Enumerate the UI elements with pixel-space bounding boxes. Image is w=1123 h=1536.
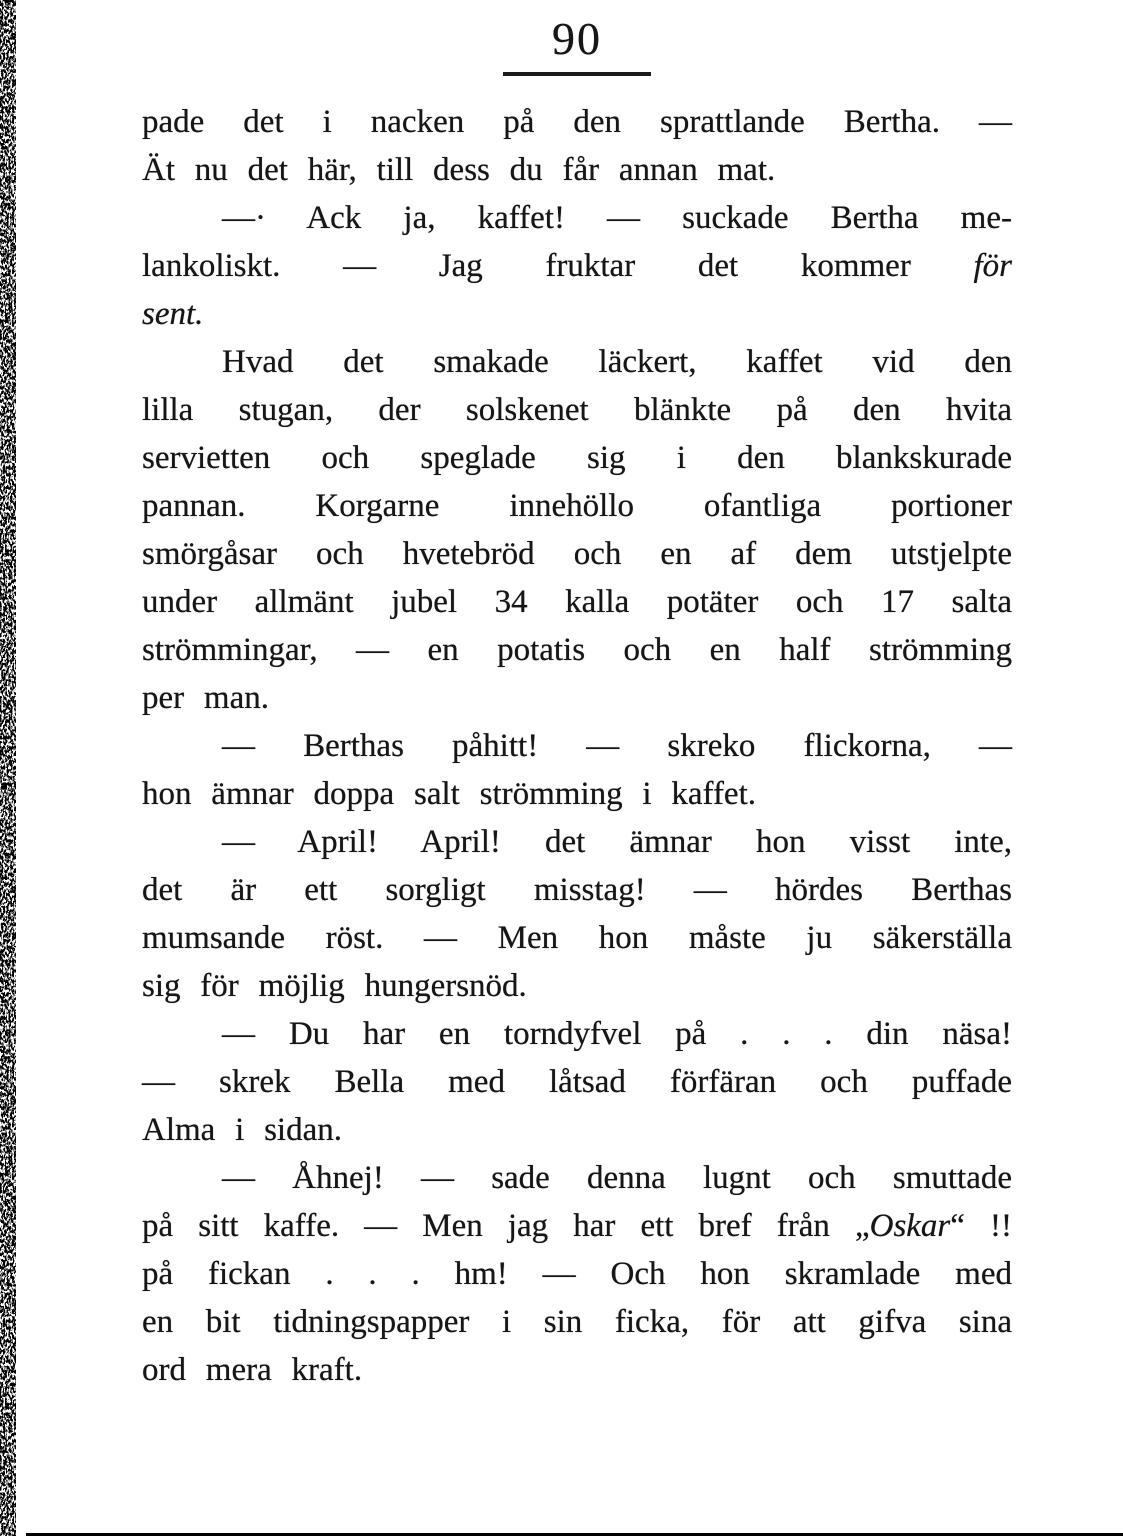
text-line: sig för möjlig hungersnöd.	[142, 968, 527, 1004]
text-line: —· Ack ja, kaffet! — suckade Bertha me-	[222, 200, 1012, 236]
text-line: på sitt kaffe. — Men jag har ett bref från „Oskar“ !!	[142, 1208, 1012, 1244]
text-line: lankoliskt. — Jag fruktar det kommer för	[142, 248, 1012, 284]
text-line: på fickan . . . hm! — Och hon skramlade med	[142, 1256, 1012, 1292]
text-line: lilla stugan, der solskenet blänkte på den hvita	[142, 392, 1012, 428]
text-line: pade det i nacken på den sprattlande Bertha. —	[142, 104, 1012, 140]
text-line: Hvad det smakade läckert, kaffet vid den	[222, 344, 1012, 380]
text-line: hon ämnar doppa salt strömming i kaffet.	[142, 776, 756, 812]
text-lines	[142, 98, 1012, 1394]
text-line: under allmänt jubel 34 kalla potäter och 17 salta	[142, 584, 1012, 620]
text-line: — Åhnej! — sade denna lugnt och smuttade	[222, 1160, 1012, 1196]
scan-noise-strip	[0, 0, 20, 1536]
text-line: Alma i sidan.	[142, 1112, 342, 1148]
text-line: strömmingar, — en potatis och en half strömming	[142, 632, 1012, 668]
text-line: Ät nu det här, till dess du får annan mat.	[142, 152, 776, 188]
text-line: — skrek Bella med låtsad förfäran och puffade	[142, 1064, 1012, 1100]
text-line: servietten och speglade sig i den blankskurade	[142, 440, 1012, 476]
text-line: per man.	[142, 680, 270, 716]
text-line: sent.	[142, 296, 204, 332]
text-line: det är ett sorgligt misstag! — hördes Berthas	[142, 872, 1012, 908]
text-line: mumsande röst. — Men hon måste ju säkerställa	[142, 920, 1012, 956]
text-line: ord mera kraft.	[142, 1352, 363, 1388]
text-line: — Berthas påhitt! — skreko flickorna, —	[222, 728, 1012, 764]
text-line: smörgåsar och hvetebröd och en af dem utstjelpte	[142, 536, 1012, 572]
page-number: 90	[552, 13, 602, 64]
page-header	[142, 14, 1012, 76]
text-line: pannan. Korgarne innehöllo ofantliga portioner	[142, 488, 1012, 524]
text-line: en bit tidningspapper i sin ficka, för att gifva sina	[142, 1304, 1012, 1340]
text-line: — Du har en torndyfvel på . . . din näsa!	[222, 1016, 1012, 1052]
text-line: — April! April! det ämnar hon visst inte,	[222, 824, 1012, 860]
page-number-rule	[503, 72, 651, 76]
